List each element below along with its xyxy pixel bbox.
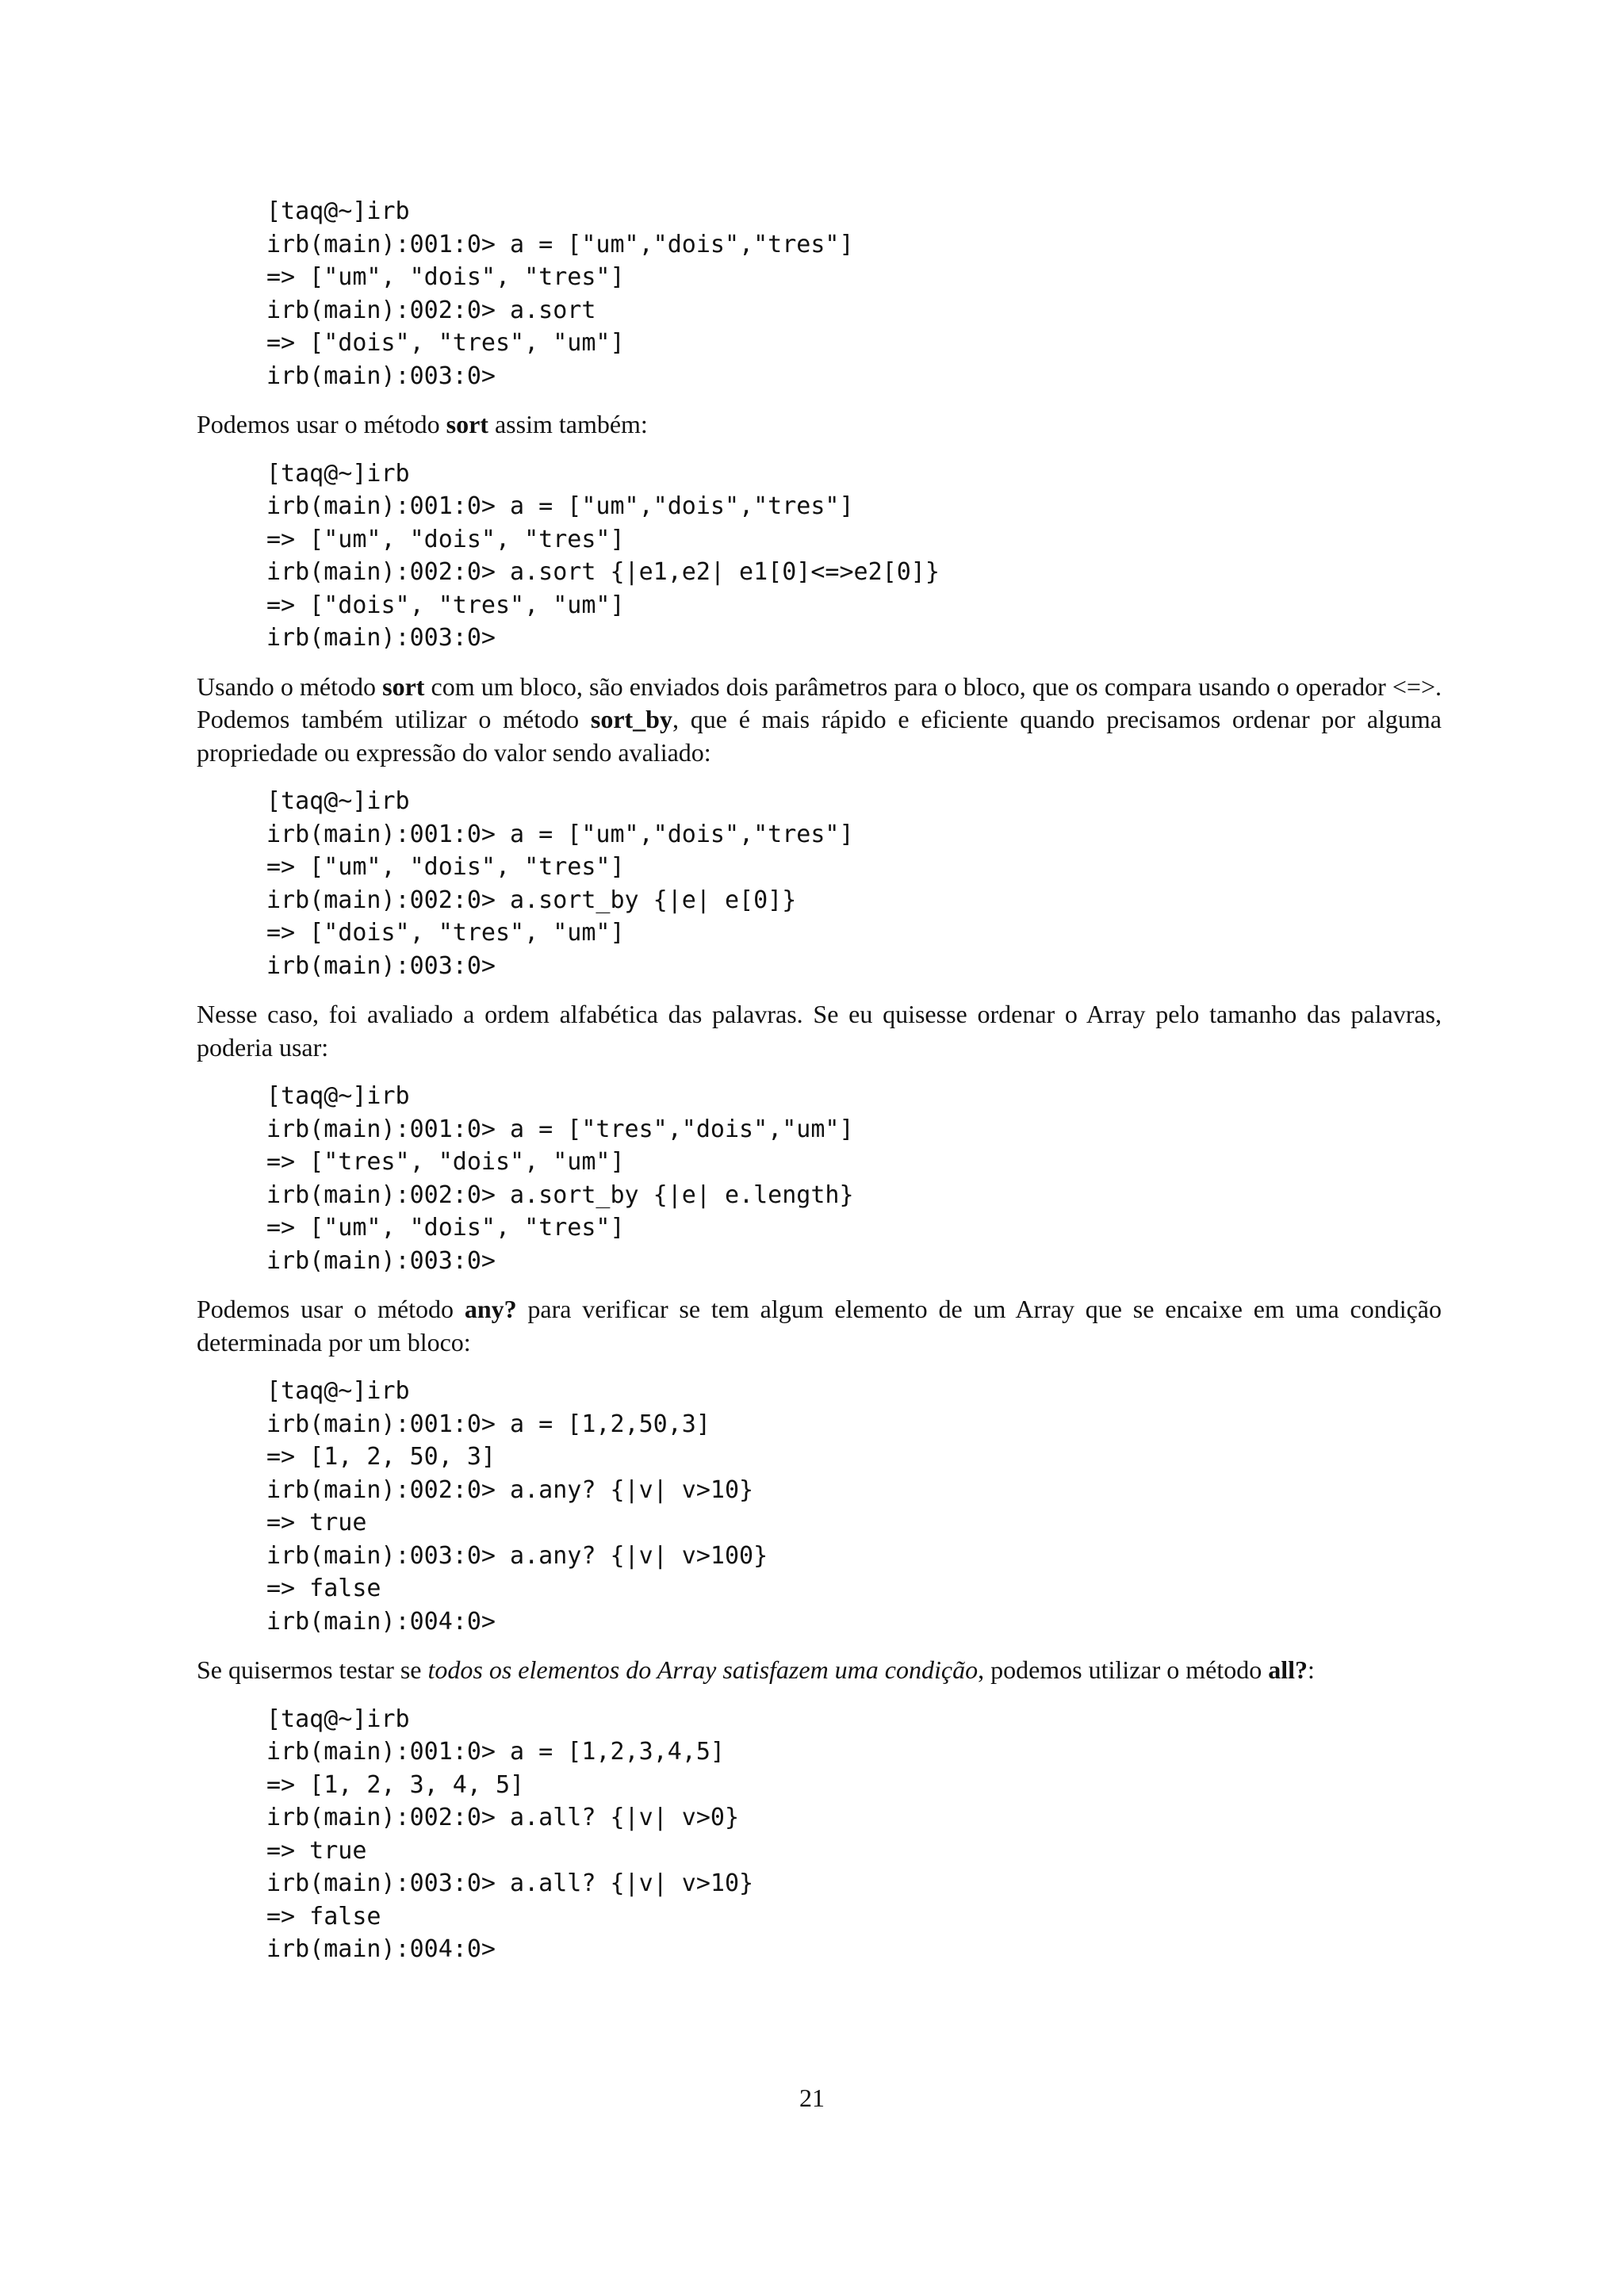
paragraph-text: Usando o método xyxy=(197,672,383,701)
code-line: irb(main):003:0> a.all? {|v| v>10} xyxy=(266,1869,754,1897)
code-line: irb(main):001:0> a = ["um","dois","tres"] xyxy=(266,230,854,258)
code-line: irb(main):002:0> a.all? {|v| v>0} xyxy=(266,1804,740,1831)
code-line: => ["dois", "tres", "um"] xyxy=(266,919,625,947)
code-line: irb(main):002:0> a.sort_by {|e| e.length} xyxy=(266,1181,854,1209)
code-line: => ["um", "dois", "tres"] xyxy=(266,525,625,553)
code-line: [taq@~]irb xyxy=(266,787,410,815)
method-name: sort_by xyxy=(590,705,672,733)
code-line: irb(main):001:0> a = ["tres","dois","um"] xyxy=(266,1115,854,1143)
code-line: => false xyxy=(266,1902,381,1931)
code-line: => ["dois", "tres", "um"] xyxy=(266,591,625,619)
paragraph xyxy=(197,998,1442,1064)
code-line: => [1, 2, 50, 3] xyxy=(266,1443,496,1471)
paragraph xyxy=(197,1654,1442,1687)
code-line: irb(main):003:0> xyxy=(266,951,496,980)
code-line: irb(main):002:0> a.any? {|v| v>10} xyxy=(266,1475,754,1504)
code-line: => false xyxy=(266,1575,381,1602)
code-line: irb(main):001:0> a = [1,2,3,4,5] xyxy=(266,1738,725,1766)
paragraph xyxy=(197,408,1442,442)
code-block xyxy=(266,1080,1442,1277)
code-line: irb(main):002:0> a.sort xyxy=(266,296,596,324)
code-line: irb(main):003:0> xyxy=(266,624,496,652)
code-line: irb(main):004:0> xyxy=(266,1935,496,1963)
paragraph-text: para verificar se tem algum elemento de um Array que se encaixe em uma condição determinada por um bloco: xyxy=(197,1295,1442,1357)
code-line: irb(main):001:0> a = ["um","dois","tres"] xyxy=(266,820,854,848)
code-line: => [1, 2, 3, 4, 5] xyxy=(266,1770,525,1799)
paragraph xyxy=(197,671,1442,770)
paragraph-text: Podemos usar o método xyxy=(197,410,446,438)
code-line: => ["um", "dois", "tres"] xyxy=(266,1214,625,1242)
paragraph-text: , podemos utilizar o método xyxy=(978,1655,1269,1684)
code-line: => true xyxy=(266,1836,367,1865)
code-line: [taq@~]irb xyxy=(266,197,410,225)
method-name: all? xyxy=(1268,1655,1308,1684)
code-line: irb(main):001:0> a = [1,2,50,3] xyxy=(266,1410,710,1438)
paragraph-text: Se quisermos testar se xyxy=(197,1655,428,1684)
page-content xyxy=(197,195,1442,1966)
code-block xyxy=(266,1375,1442,1638)
method-name: sort xyxy=(382,672,425,701)
code-line: => ["um", "dois", "tres"] xyxy=(266,263,625,291)
page-number: 21 xyxy=(799,2084,825,2112)
paragraph-text: , que é mais rápido e eficiente quando precisamos ordenar por alguma propriedade ou expressão do valor sendo avaliado: xyxy=(197,705,1442,767)
paragraph-text: Nesse caso, foi avaliado a ordem alfabética das palavras. Se eu quisesse ordenar o Array pelo tamanho das palavras, poderia usar: xyxy=(197,1000,1442,1062)
code-block xyxy=(266,785,1442,982)
emphasis-text: todos os elementos do Array satisfazem uma condição xyxy=(427,1655,979,1684)
code-line: irb(main):003:0> xyxy=(266,362,496,390)
code-line: irb(main):002:0> a.sort_by {|e| e[0]} xyxy=(266,886,797,914)
code-line: irb(main):002:0> a.sort {|e1,e2| e1[0]<=>e2[0]} xyxy=(266,558,940,586)
method-name: any? xyxy=(464,1295,517,1323)
method-name: sort xyxy=(446,410,488,438)
code-line: => ["dois", "tres", "um"] xyxy=(266,329,625,357)
code-line: [taq@~]irb xyxy=(266,1082,410,1110)
paragraph-text: : xyxy=(1308,1655,1315,1684)
paragraph xyxy=(197,1293,1442,1359)
code-line: => true xyxy=(266,1509,367,1536)
paragraph-text: com um bloco, são enviados dois parâmetros para o bloco, que os compara usando o operador <=>. Podemos também utilizar o método xyxy=(197,672,1442,733)
paragraph-text: assim também: xyxy=(488,410,648,438)
code-line: [taq@~]irb xyxy=(266,459,410,488)
code-line: irb(main):001:0> a = ["um","dois","tres"] xyxy=(266,492,854,520)
code-line: irb(main):003:0> xyxy=(266,1246,496,1275)
code-line: [taq@~]irb xyxy=(266,1705,410,1733)
paragraph-text: Podemos usar o método xyxy=(197,1295,465,1323)
code-line: => ["um", "dois", "tres"] xyxy=(266,853,625,881)
code-line: irb(main):004:0> xyxy=(266,1607,496,1636)
code-line: irb(main):003:0> a.any? {|v| v>100} xyxy=(266,1541,768,1570)
code-line: [taq@~]irb xyxy=(266,1377,410,1405)
code-block xyxy=(266,195,1442,392)
code-line: => ["tres", "dois", "um"] xyxy=(266,1148,625,1176)
code-block xyxy=(266,457,1442,655)
code-block xyxy=(266,1703,1442,1966)
